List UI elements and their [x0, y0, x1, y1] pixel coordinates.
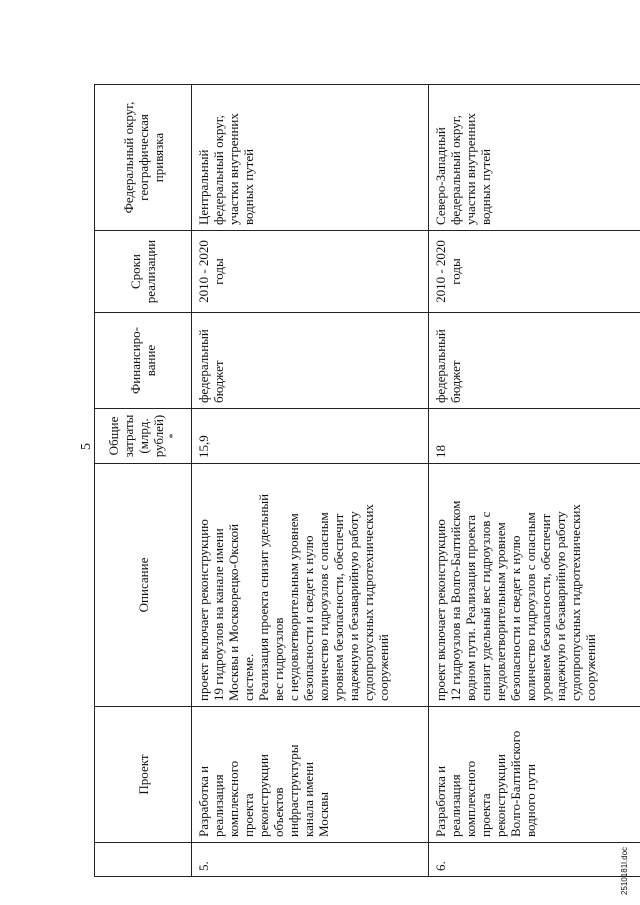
row-financing: федеральный бюджет [429, 313, 640, 409]
header-num [95, 843, 192, 877]
row-project: Разработка и реализация комплексного проекта реконструкции объектов инфраструктуры канала имени Москвы [192, 707, 429, 843]
projects-table [94, 84, 640, 877]
row-district: Северо-Западный федеральный округ, участки внутренних водных путей [429, 85, 640, 231]
row-costs: 18 [429, 409, 640, 464]
row-financing: федеральный бюджет [192, 313, 429, 409]
table-header-row [95, 85, 192, 877]
row-costs: 15,9 [192, 409, 429, 464]
row-terms: 2010 - 2020 годы [429, 231, 640, 313]
row-num: 5. [192, 843, 429, 877]
file-tag: 2510181l.doc [620, 846, 629, 895]
table-row [429, 85, 640, 877]
header-district: Федеральный округ, географическая привязка [95, 85, 192, 231]
header-costs: Общие затраты (млрд. рублей) * [95, 409, 192, 464]
header-financing: Финансиро- вание [95, 313, 192, 409]
costs-footnote-mark: * [167, 433, 179, 439]
row-project: Разработка и реализация комплексного проекта реконструкции Волго-Балтийского водного пути [429, 707, 640, 843]
table-row [192, 85, 429, 877]
row-terms: 2010 - 2020 годы [192, 231, 429, 313]
row-district: Центральный федеральный округ, участки внутренних водных путей [192, 85, 429, 231]
row-description: проект включает реконструкцию 19 гидроузлов на канале имени Москвы и Москворецко-Окской системе. Реализация проекта снизит удельный вес гидроузлов с неудовлетворительным уровнем безопасности и сведет к нулю количество гидроузлов с опасным уровнем безопасности, обеспечит надежную и безаварийную работу судопропускных гидротехнических сооружений [192, 464, 429, 707]
page-number: 5 [79, 443, 94, 450]
header-description: Описание [95, 464, 192, 707]
row-description: проект включает реконструкцию 12 гидроузлов на Волго-Балтийском водном пути. Реализация проекта снизит удельный вес гидроузлов с неудовлетворительным уровнем безопасности и сведет к нулю количество гидроузлов с опасным уровнем безопасности, обеспечит надежную и безаварийную работу судопропускных гидротехнических сооружений [429, 464, 640, 707]
header-project: Проект [95, 707, 192, 843]
row-num: 6. [429, 843, 640, 877]
header-terms: Сроки реализации [95, 231, 192, 313]
